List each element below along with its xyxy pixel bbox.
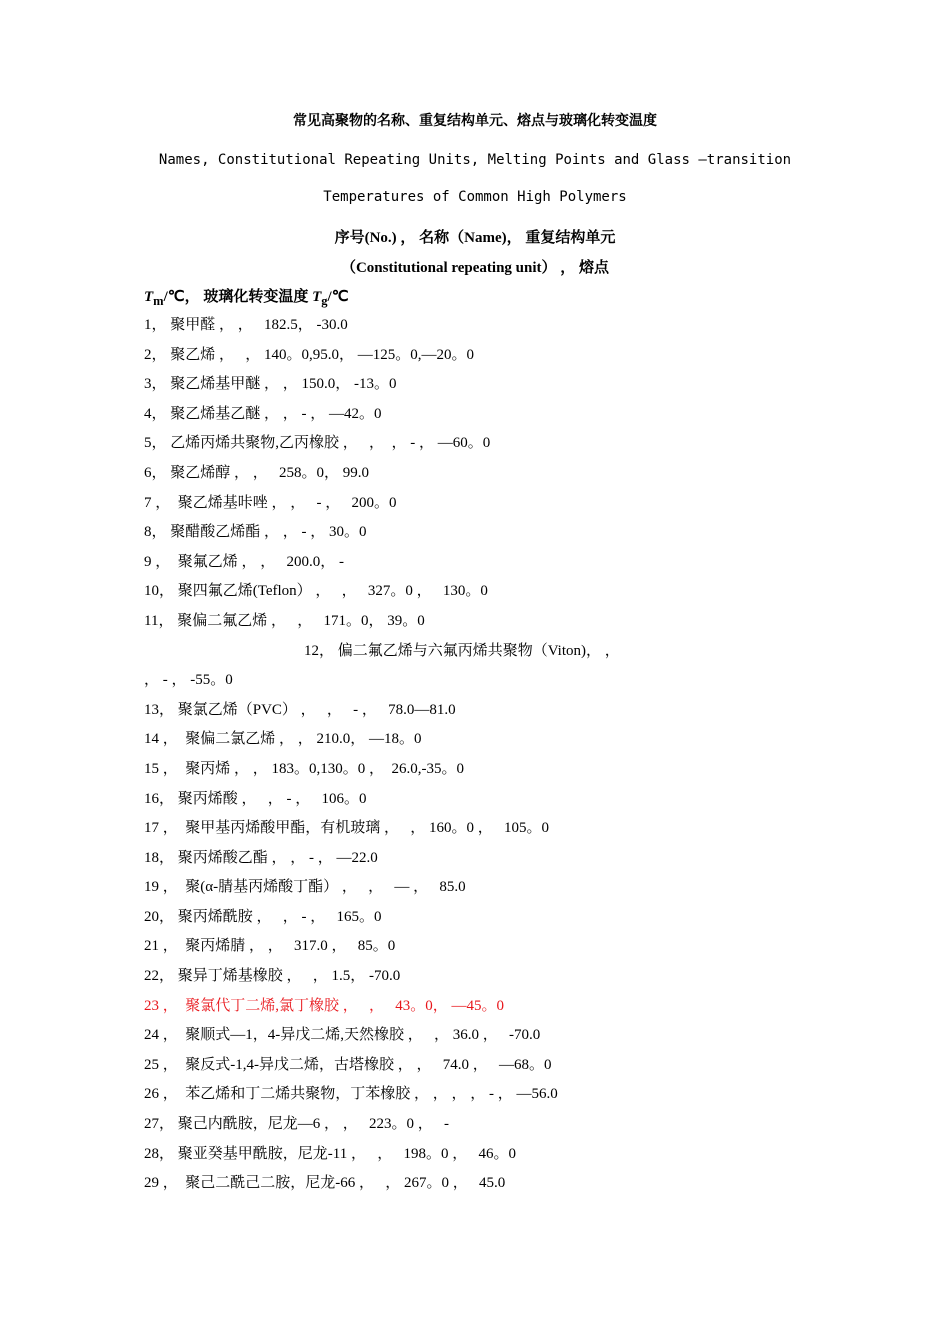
list-item: 17 ， 聚甲基丙烯酸甲酯，有机玻璃 ， ， 160。0 ， 105。0 — [144, 820, 550, 837]
list-item: 10， 聚四氟乙烯(Teflon） ， ， 327。0 ， 130。0 — [144, 583, 488, 600]
list-item: 1， 聚甲醛 ， ， 182.5， -30.0 — [144, 317, 348, 333]
list-item: 5， 乙烯丙烯共聚物,乙丙橡胶 ， ， ， - ， —60。0 — [144, 435, 491, 452]
tg-symbol: T — [312, 289, 322, 305]
document-title-english-line-1: Names, Constitutional Repeating Units, Melting Points and Glass —transition — [158, 152, 792, 168]
document-title-chinese: 常见高聚物的名称、重复结构单元、熔点与玻璃化转变温度 — [293, 113, 657, 129]
list-item: 18， 聚丙烯酸乙酯 ， ， - ， —22.0 — [144, 849, 378, 866]
tg-unit-label: /℃ — [327, 289, 349, 305]
column-header-line-2: （Constitutional repeating unit） ， 熔点 — [340, 260, 610, 276]
list-item: 25 ， 聚反式-1,4-异戊二烯，古塔橡胶 ， ， 74.0 ， —68。0 — [144, 1056, 552, 1073]
list-item: 8， 聚醋酸乙烯酯 ， ， - ， 30。0 — [144, 524, 367, 541]
list-item: 14 ， 聚偏二氯乙烯 ， ， 210.0， —18。0 — [144, 731, 422, 748]
list-item: 15 ， 聚丙烯 ， ， 183。0,130。0 ， 26.0,-35。0 — [144, 760, 464, 777]
list-item: 19 ， 聚(α-腈基丙烯酸丁酯） ， ， — ， 85.0 — [144, 879, 466, 896]
document-title-english-line-2: Temperatures of Common High Polymers — [323, 189, 627, 205]
list-item: 20， 聚丙烯酰胺 ， ， - ， 165。0 — [144, 908, 382, 925]
list-item: 21 ， 聚丙烯腈 ， ， 317.0 ， 85。0 — [144, 938, 396, 955]
list-item: 9 ， 聚氟乙烯 ， ， 200.0， - — [144, 553, 344, 570]
list-item: 28， 聚亚癸基甲酰胺，尼龙-11 ， ， 198。0 ， 46。0 — [144, 1145, 516, 1162]
list-item: 12， 偏二氟乙烯与六氟丙烯共聚物（Viton)， ， — [304, 642, 620, 659]
list-item: 24 ， 聚顺式—1，4-异戊二烯,天然橡胶 ， ， 36.0 ， -70.0 — [144, 1027, 541, 1044]
list-item: 27， 聚己内酰胺，尼龙—6 ， ， 223。0 ， - — [144, 1116, 449, 1133]
list-item: 29 ， 聚己二酰己二胺，尼龙-66 ， ， 267。0 ， 45.0 — [144, 1175, 506, 1192]
list-item: 6， 聚乙烯醇 ， ， 258。0， 99.0 — [144, 464, 370, 481]
tm-subscript: m — [153, 294, 164, 308]
column-header-line-3 — [144, 285, 349, 309]
list-item: 7 ， 聚乙烯基咔唑 ， ， - ， 200。0 — [144, 494, 397, 511]
list-item: 16， 聚丙烯酸 ， ， - ， 106。0 — [144, 790, 367, 807]
tg-subscript: g — [321, 294, 328, 308]
list-item: 26 ， 苯乙烯和丁二烯共聚物，丁苯橡胶 ， ， ， ， - ， —56.0 — [144, 1086, 558, 1103]
tm-symbol: T — [144, 289, 154, 305]
list-item-continuation: ， - ， -55。0 — [144, 672, 233, 689]
polymer-list — [144, 315, 844, 1203]
list-item-highlighted: 23 ， 聚氯代丁二烯,氯丁橡胶 ， ， 43。0， —45。0 — [144, 997, 505, 1014]
list-item: 2， 聚乙烯 ， ， 140。0,95.0， —125。0,—20。0 — [144, 346, 475, 363]
list-item: 4， 聚乙烯基乙醚 ， ， - ， —42。0 — [144, 405, 382, 422]
tm-unit-label: /℃， 玻璃化转变温度 — [163, 289, 313, 305]
list-item: 3， 聚乙烯基甲醚 ， ， 150.0， -13。0 — [144, 376, 397, 393]
list-item: 11， 聚偏二氟乙烯 ， ， 171。0， 39。0 — [144, 612, 425, 629]
list-item: 13， 聚氯乙烯（PVC） ， ， - ， 78.0—81.0 — [144, 701, 456, 718]
column-header-line-1: 序号(No.) ， 名称（Name)， 重复结构单元 — [334, 230, 616, 246]
list-item: 22， 聚异丁烯基橡胶 ， ， 1.5， -70.0 — [144, 968, 401, 985]
